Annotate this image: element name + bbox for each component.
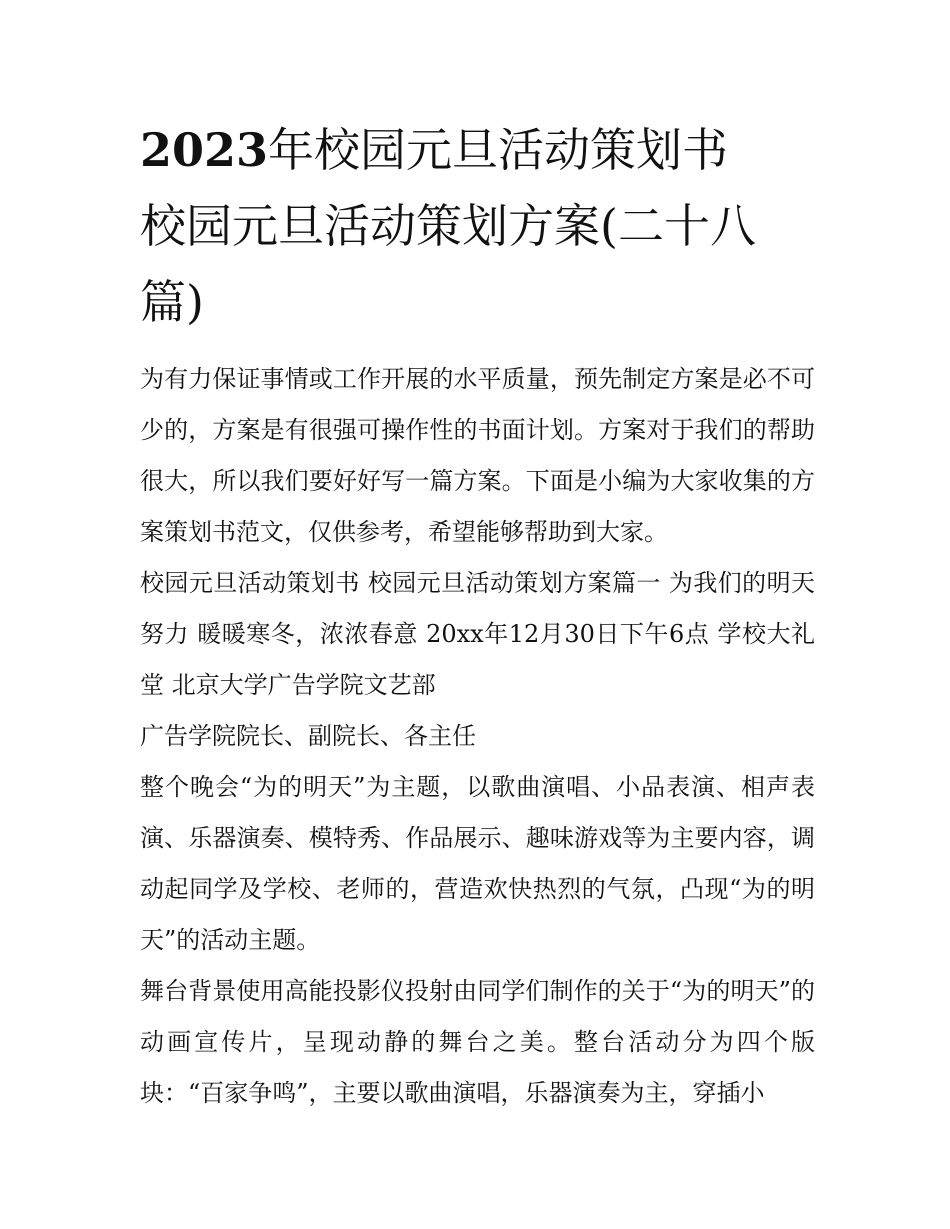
title-year: 2023 [140,123,269,177]
paragraph-theme: 整个晚会“为的明天”为主题，以歌曲演唱、小品表演、相声表演、乐器演奏、模特秀、作品展示、趣味游戏等为主要内容，调动起同学及学校、老师的，营造欢快热烈的气氛，凸现“为的明天”的活动主题。 [140,773,815,954]
document-page [140,112,815,1119]
title-line-1-text: 年校园元旦活动策划书 [268,123,729,177]
title-line-1 [140,112,815,188]
paragraph-event-info: 校园元旦活动策划书 校园元旦活动策划方案篇一 为我们的明天努力 暖暖寒冬，浓浓春意 20xx年12月30日下午6点 学校大礼堂 北京大学广告学院文艺部 [140,569,815,699]
paragraph-intro: 为有力保证事情或工作开展的水平质量，预先制定方案是必不可少的，方案是有很强可操作性的书面计划。方案对于我们的帮助很大，所以我们要好好写一篇方案。下面是小编为大家收集的方案策划书范文，仅供参考，希望能够帮助到大家。 [140,365,815,546]
paragraph-attendees: 广告学院院长、副院长、各主任 [140,722,476,750]
document-title [140,112,815,340]
paragraph-stage: 舞台背景使用高能投影仪投射由同学们制作的关于“为的明天”的动画宣传片，呈现动静的舞台之美。整台活动分为四个版块：“百家争鸣”，主要以歌曲演唱，乐器演奏为主，穿插小 [140,977,815,1107]
title-line-2: 校园元旦活动策划方案(二十八篇) [140,199,756,329]
